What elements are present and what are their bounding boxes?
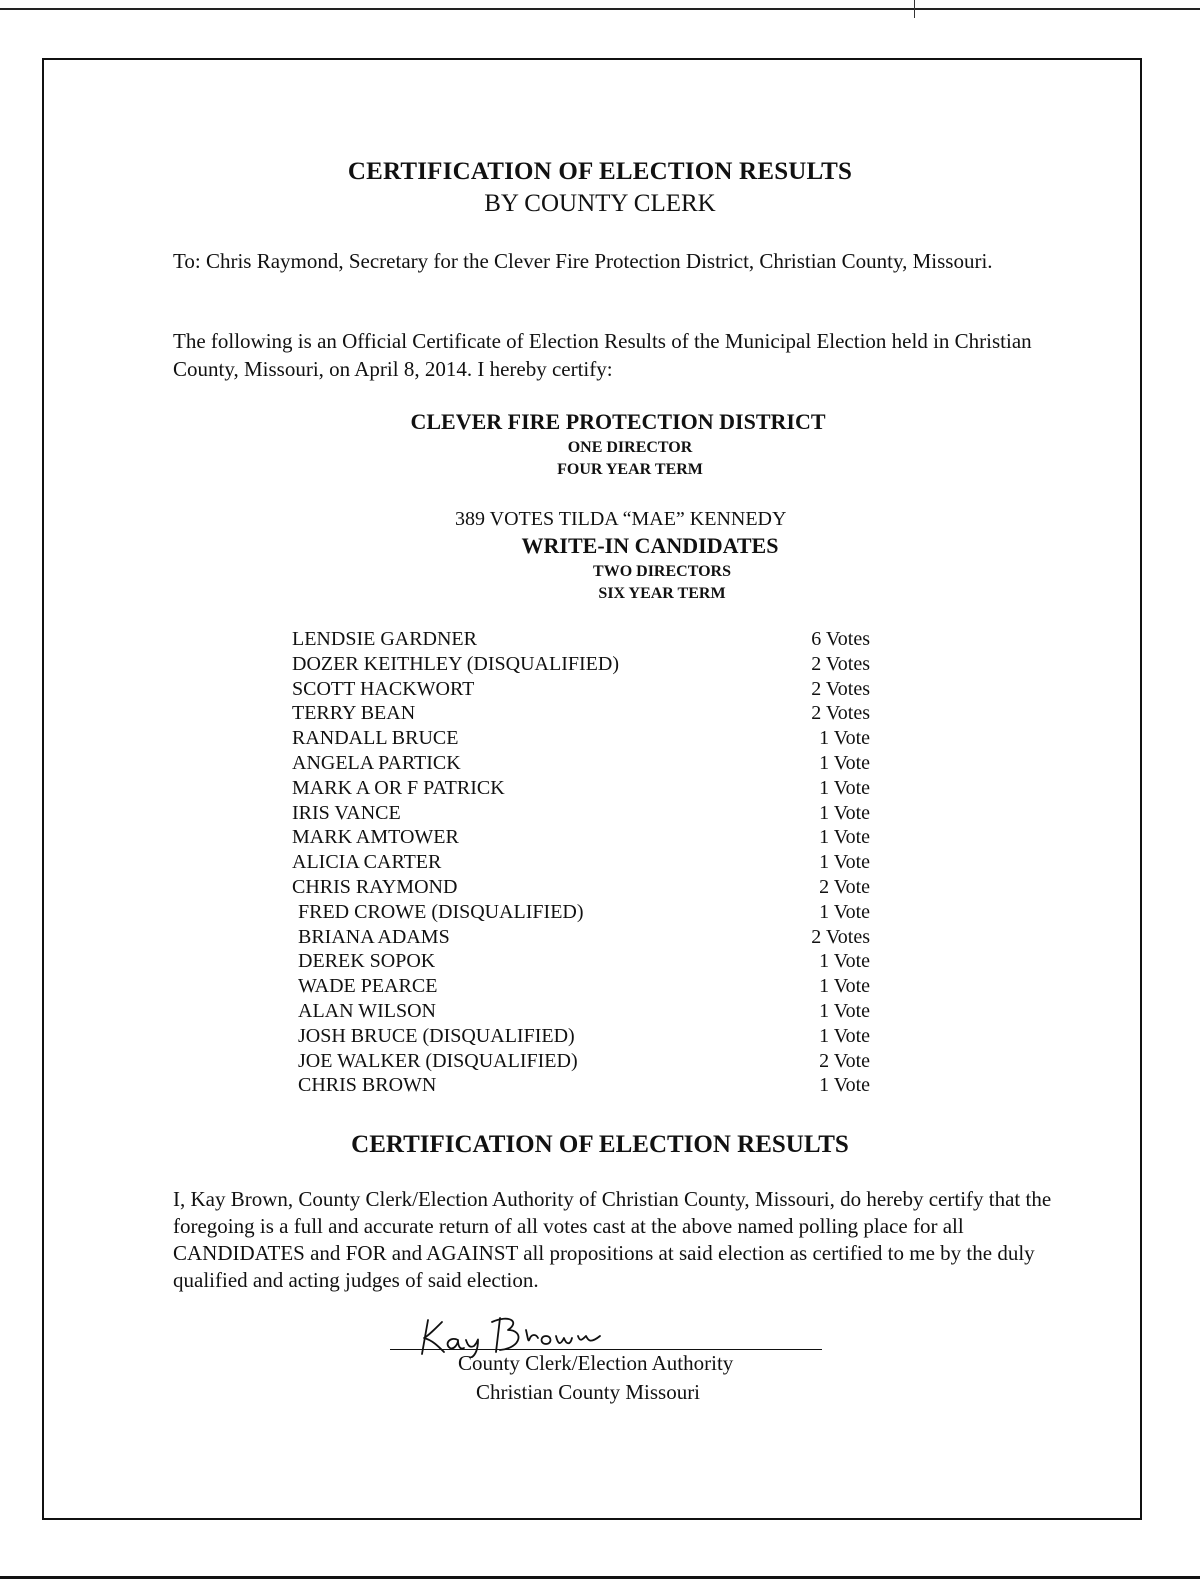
candidate-row — [0, 950, 1200, 975]
candidate-name: ANGELA PARTICK — [292, 751, 461, 774]
candidate-row — [0, 1025, 1200, 1050]
candidate-votes: 2 Votes — [811, 677, 870, 700]
candidate-row — [0, 851, 1200, 876]
candidate-name: JOE WALKER (DISQUALIFIED) — [298, 1049, 578, 1072]
candidate-row — [0, 678, 1200, 703]
signer-county: Christian County Missouri — [476, 1380, 701, 1404]
certification-paragraph: I, Kay Brown, County Clerk/Election Authority of Christian County, Missouri, do hereby certify that the foregoing is a full and accurate return of all votes cast at the above named polling place for all CANDIDATES and FOR and AGAINST all propositions at said election as certified to me by the duly qualified and acting judges of said election. — [173, 1187, 1052, 1292]
candidate-row — [0, 702, 1200, 727]
addressee-paragraph: To: Chris Raymond, Secretary for the Clever Fire Protection District, Christian County, Missouri. — [173, 249, 993, 273]
document-subtitle: BY COUNTY CLERK — [484, 190, 716, 217]
candidate-name: MARK AMTOWER — [292, 826, 459, 849]
candidate-votes: 1 Vote — [819, 801, 870, 824]
district-term: FOUR YEAR TERM — [557, 461, 703, 478]
scan-tick-mark — [914, 0, 915, 18]
candidate-votes: 1 Vote — [819, 900, 870, 923]
candidate-name: ALAN WILSON — [298, 999, 436, 1022]
candidate-name: CHRIS RAYMOND — [292, 875, 458, 898]
candidate-name: LENDSIE GARDNER — [292, 628, 477, 650]
candidate-votes: 1 Vote — [819, 727, 870, 750]
candidate-row — [0, 1050, 1200, 1075]
candidate-row — [0, 727, 1200, 752]
candidate-votes: 1 Vote — [819, 950, 870, 973]
scan-edge-top — [0, 8, 1200, 10]
signature-block — [390, 1308, 830, 1418]
district-office: ONE DIRECTOR — [567, 439, 693, 456]
signature-line — [390, 1349, 822, 1350]
candidate-votes: 1 Vote — [819, 1024, 870, 1047]
candidate-name: TERRY BEAN — [292, 702, 416, 725]
candidate-row — [0, 901, 1200, 926]
candidate-name: SCOTT HACKWORT — [292, 677, 475, 700]
candidate-row — [0, 926, 1200, 951]
candidate-row — [0, 802, 1200, 827]
candidate-name: CHRIS BROWN — [298, 1074, 437, 1097]
candidate-row — [0, 628, 1200, 653]
candidate-row — [0, 777, 1200, 802]
candidate-name: JOSH BRUCE (DISQUALIFIED) — [298, 1024, 575, 1047]
candidate-votes: 1 Vote — [819, 851, 870, 874]
candidate-row — [0, 1074, 1200, 1099]
writein-office: TWO DIRECTORS — [593, 563, 731, 580]
candidate-row — [0, 826, 1200, 851]
candidate-votes: 2 Vote — [819, 875, 870, 898]
district-result: 389 VOTES TILDA “MAE” KENNEDY — [455, 508, 787, 530]
scan-edge-bottom — [0, 1576, 1200, 1579]
candidate-votes: 1 Vote — [819, 751, 870, 774]
candidate-votes: 1 Vote — [819, 975, 870, 998]
candidate-name: RANDALL BRUCE — [292, 727, 459, 750]
candidate-votes: 2 Vote — [819, 1049, 870, 1072]
candidate-votes: 2 Votes — [811, 652, 870, 675]
intro-paragraph: The following is an Official Certificate of Election Results of the Municipal Election held in Christian County, Missouri, on April 8, 2014. I hereby certify: — [173, 329, 1032, 381]
candidate-name: FRED CROWE (DISQUALIFIED) — [298, 900, 584, 923]
candidate-name: IRIS VANCE — [292, 801, 401, 824]
district-name: CLEVER FIRE PROTECTION DISTRICT — [410, 409, 826, 434]
candidate-votes: 1 Vote — [819, 999, 870, 1022]
candidate-list — [0, 628, 1200, 1099]
candidate-name: ALICIA CARTER — [292, 851, 442, 874]
candidate-votes: 1 Vote — [819, 1074, 870, 1097]
document-title: CERTIFICATION OF ELECTION RESULTS — [347, 158, 853, 185]
writein-term: SIX YEAR TERM — [598, 585, 726, 602]
candidate-votes: 2 Votes — [811, 925, 870, 948]
candidate-row — [0, 876, 1200, 901]
signer-title: County Clerk/Election Authority — [458, 1351, 734, 1375]
candidate-row — [0, 975, 1200, 1000]
candidate-row — [0, 1000, 1200, 1025]
candidate-votes: 6 Votes — [811, 628, 870, 650]
candidate-name: BRIANA ADAMS — [298, 925, 450, 948]
candidate-votes: 1 Vote — [819, 826, 870, 849]
candidate-name: DOZER KEITHLEY (DISQUALIFIED) — [292, 652, 619, 675]
candidate-name: MARK A OR F PATRICK — [292, 776, 505, 799]
certification-title: CERTIFICATION OF ELECTION RESULTS — [351, 1131, 849, 1158]
candidate-name: DEREK SOPOK — [298, 950, 436, 973]
candidate-row — [0, 752, 1200, 777]
writein-heading: WRITE-IN CANDIDATES — [521, 533, 779, 558]
candidate-row — [0, 653, 1200, 678]
candidate-votes: 2 Votes — [811, 702, 870, 725]
candidate-votes: 1 Vote — [819, 776, 870, 799]
candidate-name: WADE PEARCE — [298, 975, 438, 998]
